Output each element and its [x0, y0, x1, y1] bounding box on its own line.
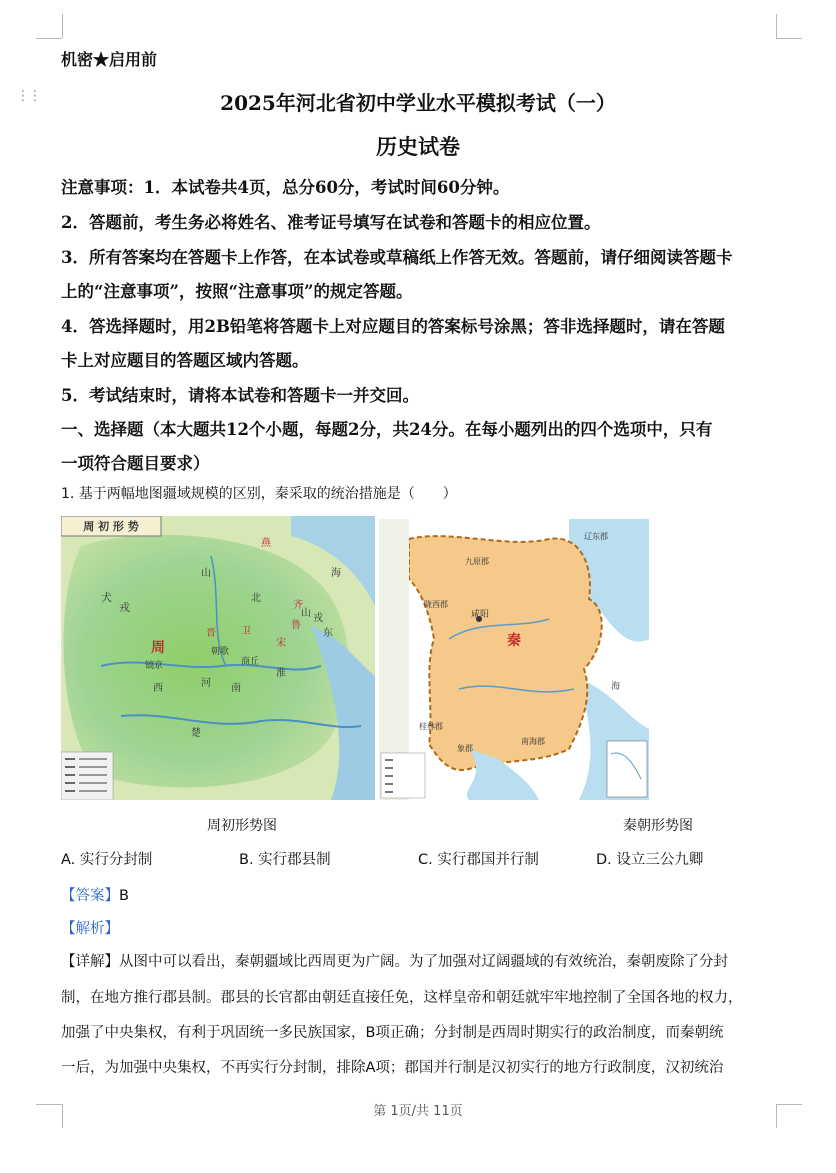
option-d-letter: D.	[596, 852, 612, 868]
zhou-label-chu: 楚	[191, 728, 201, 739]
zhou-label-zhaoge: 朝歌	[211, 647, 230, 657]
zhou-label-he: 河	[201, 678, 211, 689]
notes-line-2: 2．答题前，考生务必将姓名、准考证号填写在试卷和答题卡的相应位置。	[61, 213, 601, 232]
qin-map	[379, 519, 649, 800]
notes-line-3: 3．所有答案均在答题卡上作答，在本试卷或草稿纸上作答无效。答题前，请仔细阅读答题卡	[61, 248, 733, 267]
zhou-map	[61, 516, 375, 800]
detail-line-3: 加强了中央集权，有利于巩固统一多民族国家，B项正确；分封制是西周时期实行的政治制度，而秦朝统	[61, 1025, 724, 1041]
option-a[interactable]	[61, 848, 152, 869]
zhou-label-nan: 南	[231, 683, 241, 694]
option-d-text: 设立三公九卿	[616, 852, 704, 868]
crop-mark-top-right-h	[776, 38, 802, 39]
zhou-label-haojing: 镐京	[145, 661, 164, 671]
page-footer: 第 1页/共 11页	[373, 1104, 463, 1119]
notes-line-7: 5．考试结束时，请将本试卷和答题卡一并交回。	[61, 386, 419, 405]
page-title: 2025年河北省初中学业水平模拟考试（一）	[220, 91, 616, 115]
qin-label-qin: 秦	[507, 633, 521, 649]
zhou-label-huai: 淮	[276, 668, 286, 679]
qin-label-nanhai: 南海郡	[521, 737, 545, 746]
confidential-mark: 机密★启用前	[61, 50, 158, 69]
notes-line-5: 4．答选择题时，用2B铅笔将答题卡上对应题目的答案标号涂黑；答非选择题时，请在答题	[61, 317, 725, 336]
analysis-label: 【解析】	[61, 921, 119, 937]
qin-label-guilin: 桂林郡	[419, 722, 443, 731]
option-b-text: 实行郡县制	[258, 852, 331, 868]
detail-line-2: 制，在地方推行郡县制。郡县的长官都由朝廷直接任免，这样皇帝和朝廷就牢牢地控制了全国各地的权力，	[61, 990, 743, 1006]
qin-label-xiang: 象郡	[457, 744, 473, 753]
option-c-letter: C.	[418, 852, 433, 868]
zhou-label-rong: 戎	[119, 601, 130, 614]
crop-mark-top-left-h	[36, 38, 62, 39]
qin-label-longxi: 陇西郡	[424, 600, 448, 609]
crop-mark-top-left	[62, 14, 63, 38]
zhou-label-dong: 东	[323, 628, 333, 639]
detail-line-1: 【详解】从图中可以看出，秦朝疆域比西周更为广阔。为了加强对辽阔疆域的有效统治，秦朝废除了分封	[61, 954, 728, 970]
qin-map-caption: 秦朝形势图	[623, 818, 693, 834]
notes-line-1: 注意事项：1．本试卷共4页，总分60分，考试时间60分钟。	[61, 178, 510, 197]
option-b-letter: B.	[239, 852, 254, 868]
section-heading: 一、选择题（本大题共12个小题，每题2分，共24分。在每小题列出的四个选项中，只有	[61, 420, 713, 439]
option-c-text: 实行郡国并行制	[437, 852, 539, 868]
option-d[interactable]	[596, 848, 703, 869]
answer-value: B	[119, 888, 129, 904]
drag-handle-icon[interactable]: ⋮⋮	[16, 88, 40, 104]
zhou-map-image	[61, 516, 375, 800]
option-a-text: 实行分封制	[79, 852, 153, 868]
zhou-label-quan: 犬	[101, 591, 112, 604]
zhou-label-zhou: 周	[151, 640, 165, 656]
zhou-label-shangqiu: 商丘	[241, 657, 260, 667]
crop-mark-top-right	[776, 14, 777, 38]
qin-label-liaodong: 辽东郡	[584, 532, 608, 541]
zhou-label-lu: 鲁	[291, 620, 301, 631]
qin-label-xianyang: 咸阳	[471, 610, 490, 620]
zhou-label-jin: 晋	[206, 628, 216, 639]
qin-label-jiuyuan: 九原郡	[465, 557, 489, 566]
detail-line-4: 一后，为加强中央集权，不再实行分封制，排除A项；郡国并行制是汉初实行的地方行政制度，汉初统治	[61, 1060, 724, 1076]
option-a-letter: A.	[61, 852, 76, 868]
option-b[interactable]	[239, 848, 331, 869]
page-subtitle: 历史试卷	[376, 134, 460, 159]
zhou-label-bei: 北	[251, 593, 261, 604]
question-stem: 1. 基于两幅地图疆域规模的区别，秦采取的统治措施是（ ）	[61, 486, 457, 502]
zhou-label-rong2: 戎	[313, 613, 323, 624]
zhou-map-caption: 周初形势图	[207, 818, 277, 834]
zhou-label-yan: 燕	[261, 538, 271, 549]
section-heading-cont: 一项符合题目要求）	[61, 454, 210, 473]
zhou-label-hai: 海	[331, 568, 341, 579]
zhou-label-song: 宋	[276, 638, 286, 649]
qin-label-hai: 海	[611, 682, 621, 692]
qin-map-image	[379, 519, 649, 800]
zhou-label-xi: 西	[153, 683, 163, 694]
answer-label: 【答案】	[61, 888, 119, 904]
zhou-label-wei: 卫	[241, 626, 251, 637]
zhou-label-qi: 齐	[293, 600, 303, 611]
zhou-label-shan: 山	[201, 568, 211, 579]
notes-line-6: 卡上对应题目的答题区域内答题。	[61, 351, 309, 370]
answer-line	[61, 884, 129, 905]
option-c[interactable]	[418, 848, 539, 869]
zhou-label-shan2: 山	[301, 608, 311, 619]
notes-line-4: 上的“注意事项”，按照“注意事项”的规定答题。	[61, 282, 413, 301]
zhou-map-title: 周 初 形 势	[83, 520, 139, 533]
